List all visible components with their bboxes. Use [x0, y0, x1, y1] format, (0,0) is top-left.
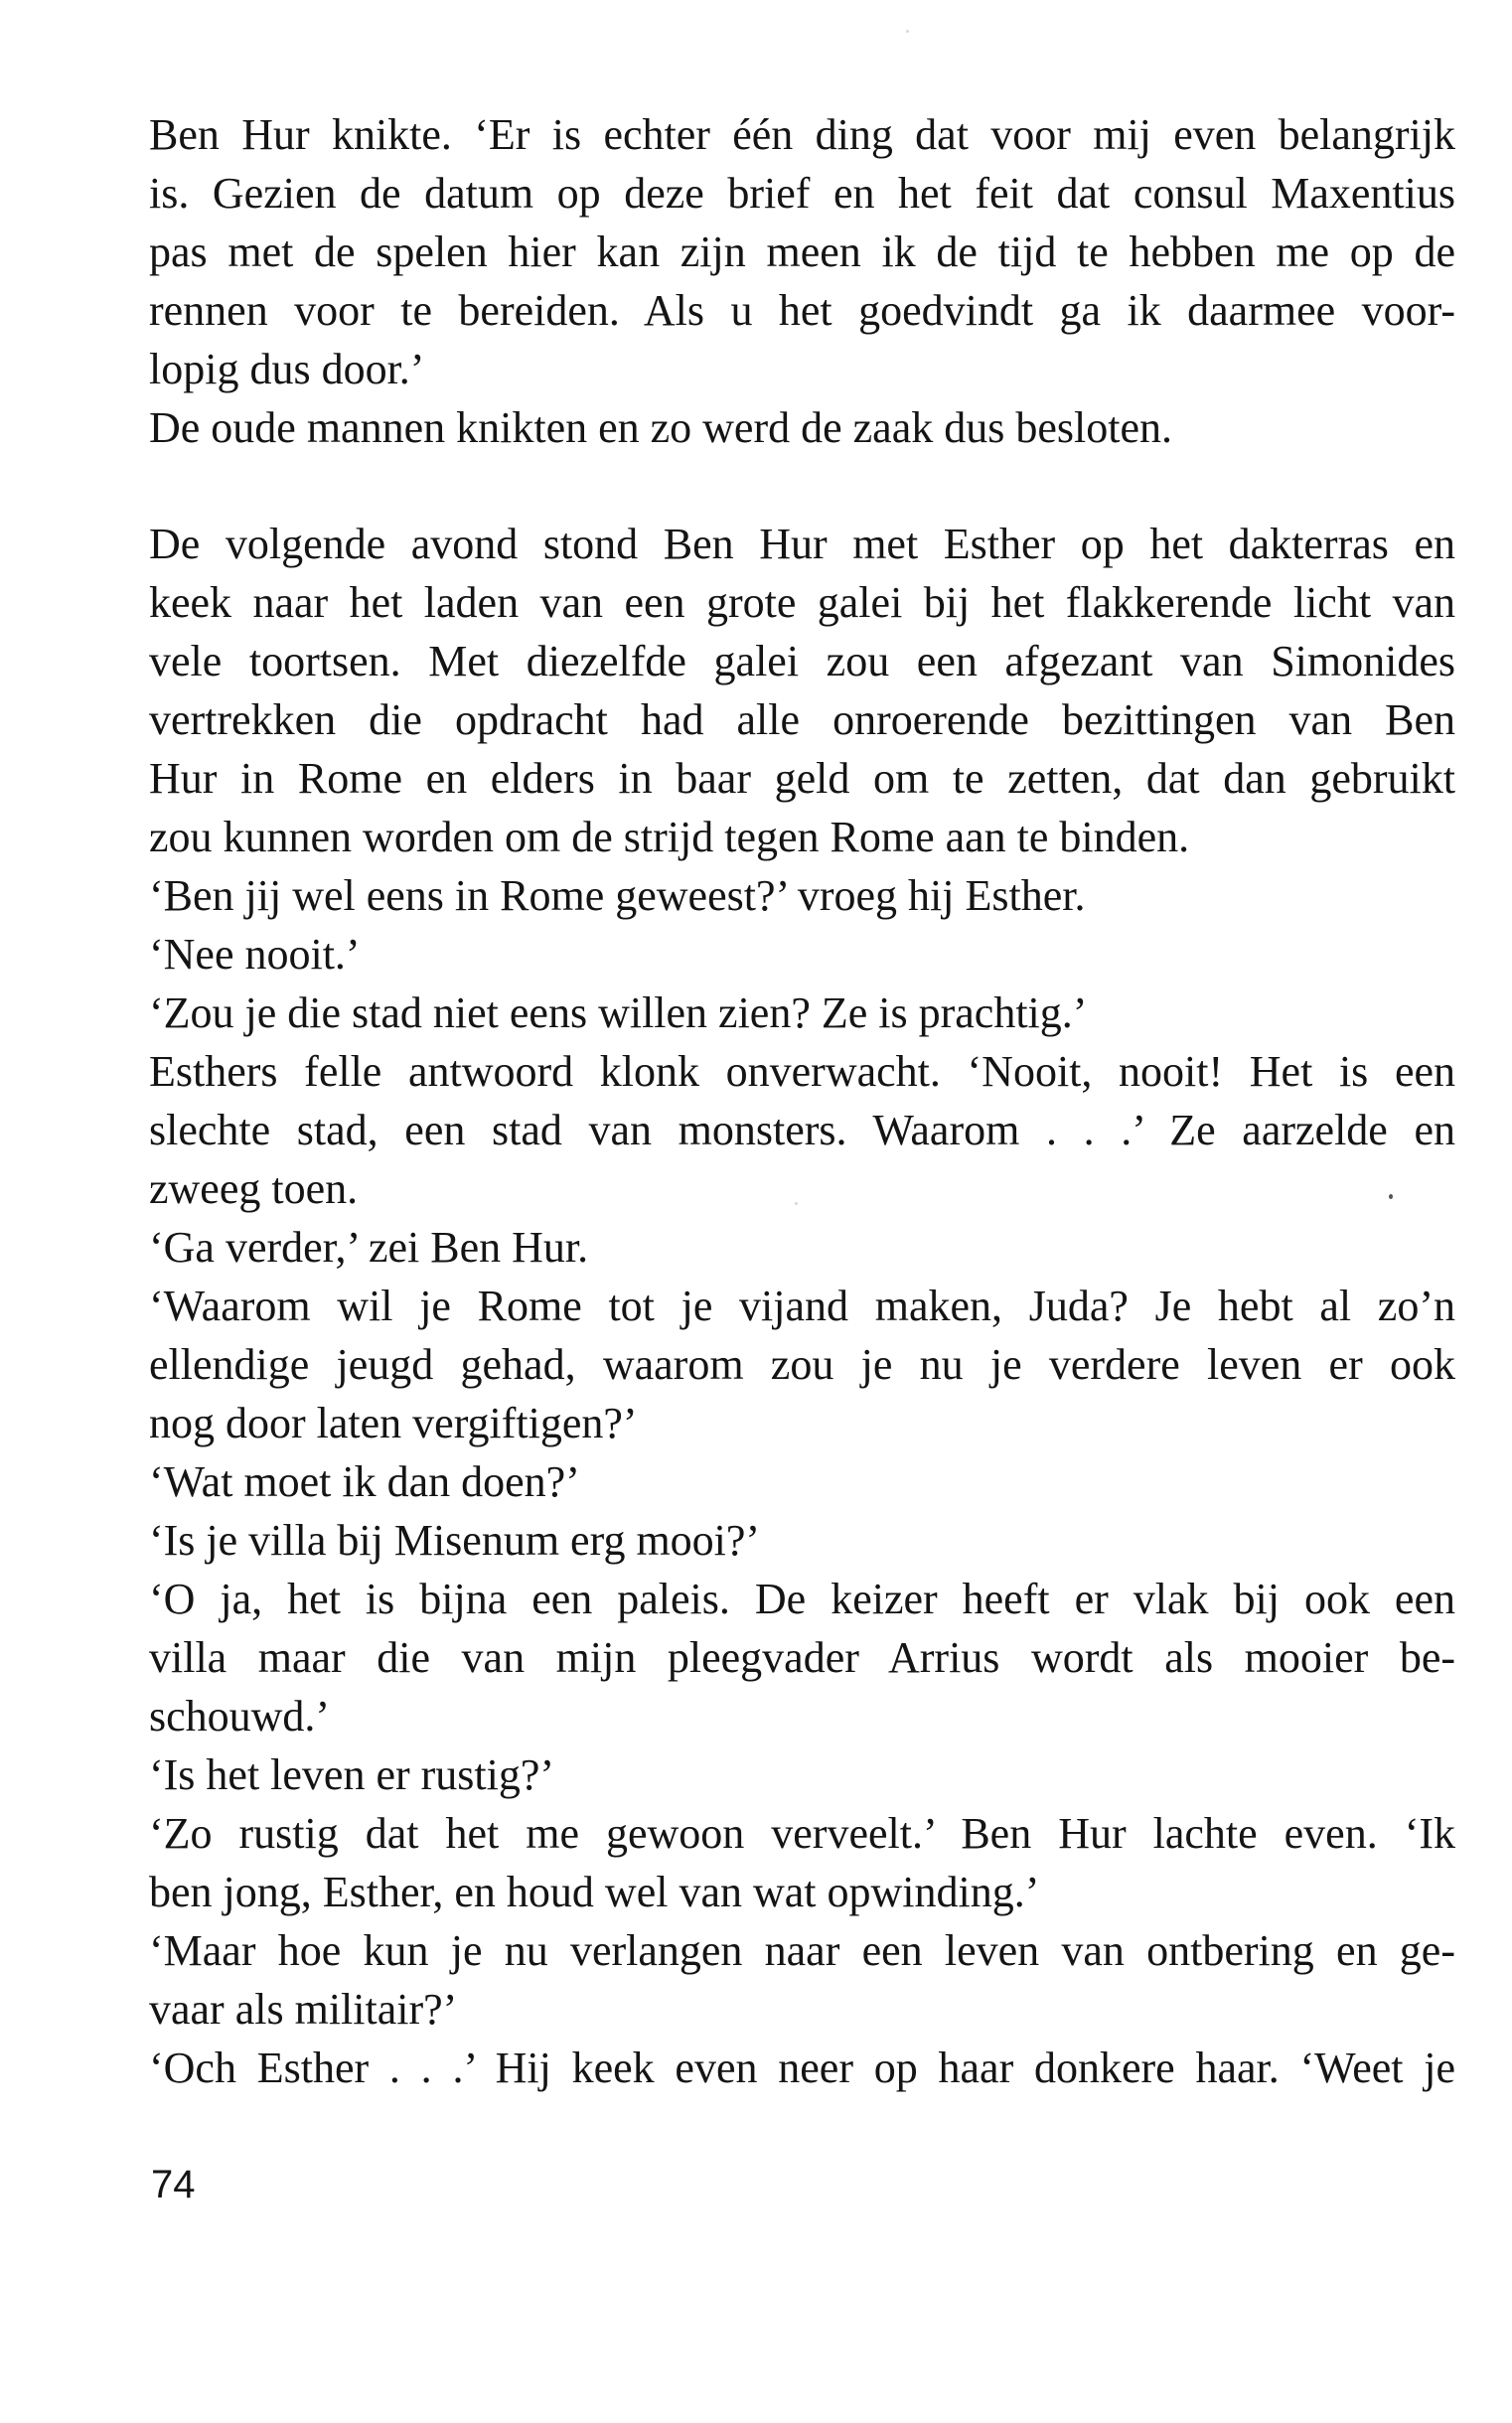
text-line: pas met de spelen hier kan zijn meen ik de tijd te hebben me op de: [149, 227, 1455, 276]
text-line: ‘Ga verder,’ zei Ben Hur.: [149, 1223, 589, 1272]
text-line: schouwd.’: [149, 1692, 331, 1741]
text-line: ‘Zo rustig dat het me gewoon verveelt.’ Ben Hur lachte even. ‘Ik: [149, 1809, 1455, 1858]
text-line: Esthers felle antwoord klonk onverwacht. ‘Nooit, nooit! Het is een: [149, 1047, 1455, 1096]
text-line: De volgende avond stond Ben Hur met Esther op het dakterras en: [149, 520, 1455, 568]
text-line: vele toortsen. Met diezelfde galei zou een afgezant van Simonides: [149, 637, 1455, 685]
text-line: vertrekken die opdracht had alle onroerende bezittingen van Ben: [149, 695, 1455, 744]
text-line: ‘Och Esther . . .’ Hij keek even neer op haar donkere haar. ‘Weet je: [149, 2044, 1455, 2092]
text-line: ellendige jeugd gehad, waarom zou je nu je verdere leven er ook: [149, 1340, 1455, 1389]
page-number: 74: [151, 2163, 196, 2206]
text-line: ben jong, Esther, en houd wel van wat opwinding.’: [149, 1868, 1040, 1916]
text-line: ‘Maar hoe kun je nu verlangen naar een leven van ontbering en ge-: [149, 1926, 1455, 1975]
text-line: ‘Is je villa bij Misenum erg mooi?’: [149, 1516, 761, 1565]
text-line: Ben Hur knikte. ‘Er is echter één ding dat voor mij even belangrijk: [149, 110, 1455, 159]
text-line: Hur in Rome en elders in baar geld om te zetten, dat dan gebruikt: [149, 754, 1455, 803]
text-line: villa maar die van mijn pleegvader Arrius wordt als mooier be-: [149, 1633, 1455, 1682]
paragraph-1: [149, 105, 1455, 457]
text-line: ‘Waarom wil je Rome tot je vijand maken, Juda? Je hebt al zo’n: [149, 1282, 1455, 1330]
text-line: zou kunnen worden om de strijd tegen Rome aan te binden.: [149, 813, 1190, 861]
paragraph-2: [149, 515, 1455, 2097]
text-line: is. Gezien de datum op deze brief en het feit dat consul Maxentius: [149, 169, 1455, 218]
text-line: zweeg toen.: [149, 1164, 359, 1213]
text-line: rennen voor te bereiden. Als u het goedvindt ga ik daarmee voor-: [149, 286, 1455, 335]
text-line: lopig dus door.’: [149, 345, 425, 393]
text-line: ‘Ben jij wel eens in Rome geweest?’ vroeg hij Esther.: [149, 871, 1086, 920]
text-line: vaar als militair?’: [149, 1985, 458, 2034]
text-line: ‘O ja, het is bijna een paleis. De keizer heeft er vlak bij ook een: [149, 1575, 1455, 1623]
text-line: slechte stad, een stad van monsters. Waarom . . .’ Ze aarzelde en: [149, 1106, 1455, 1154]
text-line: ‘Zou je die stad niet eens willen zien? Ze is prachtig.’: [149, 988, 1088, 1037]
text-line: nog door laten vergiftigen?’: [149, 1399, 638, 1447]
text-line: ‘Wat moet ik dan doen?’: [149, 1457, 580, 1506]
text-line: De oude mannen knikten en zo werd de zaak dus besloten.: [149, 403, 1172, 452]
text-line: ‘Is het leven er rustig?’: [149, 1750, 555, 1799]
text-line: ‘Nee nooit.’: [149, 930, 361, 979]
scan-speck: [1389, 1194, 1393, 1199]
scan-speck: [906, 30, 909, 33]
scan-speck: [795, 1202, 798, 1205]
text-line: keek naar het laden van een grote galei bij het flakkerende licht van: [149, 578, 1455, 627]
